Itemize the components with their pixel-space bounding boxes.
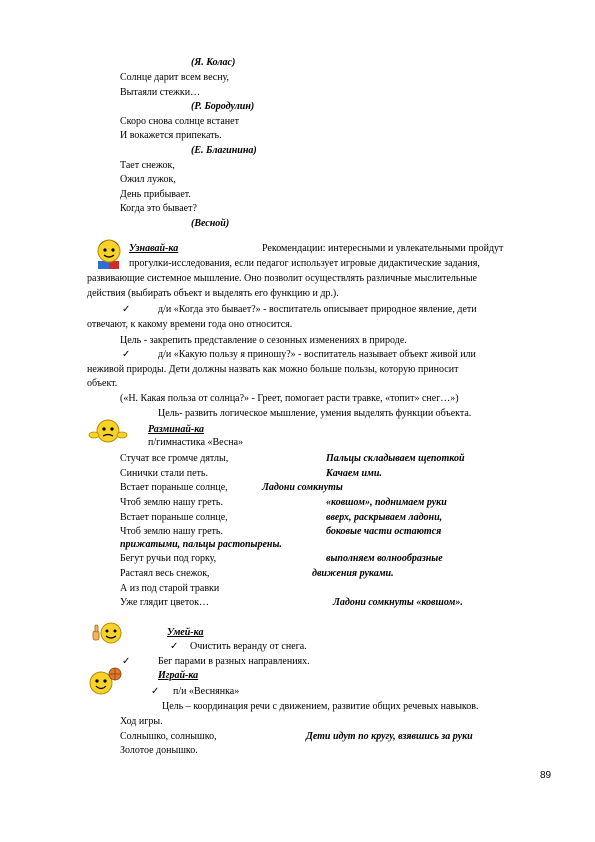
recommendation-text: действия (выбирать объект и выделять его функцию и др.). [87, 288, 339, 299]
section-heading-umeyka: Умей-ка [167, 627, 204, 638]
verse-action: вверх, раскрываем ладони, [326, 512, 443, 523]
recommendation-text: развивающие системное мышление. Оно позволит осуществлять различные мыслительные [87, 273, 477, 284]
game-description: отвечают, к какому времени года оно относится. [87, 319, 293, 330]
check-icon: ✓ [151, 686, 160, 697]
verse-line: Чтоб землю нашу греть. [120, 526, 223, 537]
verse-action: движения руками. [312, 568, 394, 579]
verse-line: Встает пораньше солнце, [120, 512, 228, 523]
goal-text: Цель- развить логическое мышление, умения выделять функции объекта. [158, 408, 472, 419]
activity-item: Бег парами в разных направлениях. [158, 656, 310, 667]
verse-action: Ладони сомкнуты [262, 482, 343, 493]
goal-text: Цель - закрепить представление о сезонных изменениях в природе. [120, 335, 407, 346]
riddle-line: Ожил лужок, [120, 174, 176, 185]
game-verse-line: Солнышко, солнышко, [120, 731, 217, 742]
game-verse-line: Золотое донышко. [120, 745, 198, 756]
check-icon: ✓ [122, 349, 131, 360]
verse-line: Бегут ручьи под горку, [120, 553, 217, 564]
game-description: д/и «Какую пользу я приношу?» - воспитатель называет объект живой или [158, 349, 476, 360]
activity-item: Очистить веранду от снега. [190, 641, 307, 652]
riddle-line: Тает снежок, [120, 160, 175, 171]
thinking-smiley-icon [88, 418, 128, 444]
verse-line: Встает пораньше солнце, [120, 482, 228, 493]
verse-line: А из под старой травки [120, 583, 220, 594]
subheading-gymnastics: п/гимнастика «Весна» [148, 437, 244, 448]
game-description: неживой природы. Дети должны назвать как можно больше пользы, которую приносит [87, 364, 459, 375]
verse-action: «ковшом», поднимаем руки [326, 497, 447, 508]
poem-author-kolas: (Я. Колас) [191, 57, 236, 68]
check-icon: ✓ [122, 304, 131, 315]
recommendation-text: прогулки-исследования, если педагог использует игровые дидактические задания, [129, 258, 480, 269]
teacher-smiley-icon [95, 237, 125, 271]
riddle-answer: (Весной) [191, 218, 230, 229]
verse-action: Ладони сомкнуты «ковшом». [333, 597, 463, 608]
section-heading-uznavayka: Узнавай-ка [129, 243, 179, 254]
check-icon: ✓ [122, 656, 131, 667]
game-description: д/и «Когда это бывает?» - воспитатель описывает природное явление, дети [158, 304, 477, 315]
verse-line: Чтоб землю нашу греть. [120, 497, 223, 508]
riddle-line: Когда это бывает? [120, 203, 197, 214]
poem-author-blaginina: (Е. Благинина) [191, 145, 257, 156]
verse-line: Стучат все громче дятлы, [120, 453, 229, 464]
verse-line: Растаял весь снежок, [120, 568, 210, 579]
verse-action: боковые части остаются [326, 526, 442, 537]
section-heading-igrayka: Играй-ка [158, 670, 199, 681]
game-title: п/и «Веснянка» [173, 686, 240, 697]
check-icon: ✓ [170, 641, 179, 652]
riddle-line: День прибывает. [120, 189, 191, 200]
poem-author-borodulin: (Р. Бородулин) [191, 101, 255, 112]
poem-line: Скоро снова солнце встанет [120, 116, 239, 127]
poem-line: Солнце дарит всем весну, [120, 72, 230, 83]
goal-text: Цель – координация речи с движением, развитие общих речевых навыков. [162, 701, 479, 712]
game-progress-label: Ход игры. [120, 716, 163, 727]
poem-line: И вокажется припекать. [120, 130, 222, 141]
recommendation-text: Рекомендации: интересными и увлекательными пройдут [262, 243, 504, 254]
example-text: («Н. Какая польза от солнца?» - Греет, помогает расти травке, «топит» снег…») [120, 393, 459, 404]
verse-action: выполняем волнообразные [326, 553, 443, 564]
game-verse-action: Дети идут по кругу, взявшись за руки [306, 731, 473, 742]
verse-line: Уже глядит цветок… [120, 597, 209, 608]
verse-line: Синички стали петь. [120, 468, 208, 479]
thumbs-up-smiley-icon [90, 622, 124, 644]
section-heading-razminayka: Разминай-ка [148, 424, 205, 435]
poem-line: Вытаяли стежки… [120, 87, 201, 98]
verse-action: Качаем ими. [326, 468, 382, 479]
verse-action: прижатыми, пальцы растопырены. [120, 539, 282, 550]
game-description: объект. [87, 378, 118, 389]
verse-action: Пальцы складываем щепоткой [326, 453, 465, 464]
page-number: 89 [540, 770, 552, 781]
playing-smiley-icon [86, 666, 122, 696]
